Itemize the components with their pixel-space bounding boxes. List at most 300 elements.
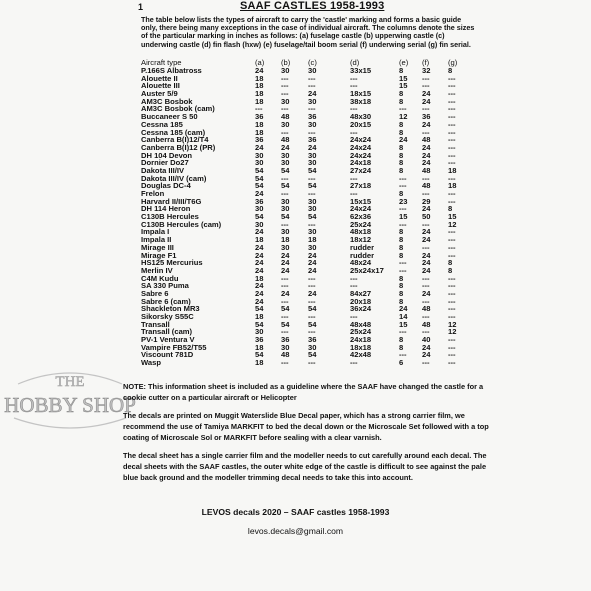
- table-row: [141, 282, 468, 290]
- size-cell: 54: [255, 350, 264, 360]
- size-cell: 24: [399, 135, 408, 145]
- size-cell: 18: [255, 119, 264, 129]
- aircraft-name-cell: Shackleton MR3: [141, 304, 200, 314]
- size-cell: 24: [255, 189, 264, 199]
- column-header: (g): [448, 57, 458, 67]
- size-cell: ---: [281, 81, 289, 91]
- size-cell: ---: [399, 350, 407, 360]
- size-cell: ---: [399, 173, 407, 183]
- size-cell: 24x24: [350, 142, 372, 152]
- column-header: (a): [255, 57, 265, 67]
- table-row: [141, 198, 468, 206]
- aircraft-name-cell: PV-1 Ventura V: [141, 335, 195, 345]
- size-cell: ---: [350, 281, 358, 291]
- size-cell: 24: [422, 350, 431, 360]
- size-cell: 54: [255, 181, 264, 191]
- size-cell: ---: [448, 173, 456, 183]
- size-cell: 30: [308, 342, 317, 352]
- note-paragraph: The decals are printed on Muggit Waterslide Blue Decal paper, which has a strong carrier film, we recommend the use of Tamiya MARKFIT to bed the decal down or the Microscale Set followed with a top coating of Microscale Sol or MARKFIT before sealing with a clear varnish.: [123, 411, 489, 442]
- size-cell: 8: [448, 66, 453, 76]
- size-cell: 8: [399, 66, 404, 76]
- size-cell: ---: [448, 235, 456, 245]
- aircraft-name-cell: Cessna 185: [141, 119, 183, 129]
- aircraft-name-cell: C130B Hercules: [141, 212, 199, 222]
- size-cell: 8: [399, 89, 404, 99]
- size-cell: 30: [308, 227, 317, 237]
- size-cell: 30: [281, 342, 290, 352]
- size-cell: 8: [399, 335, 404, 345]
- size-cell: 48: [422, 165, 431, 175]
- size-cell: ---: [422, 173, 430, 183]
- size-cell: ---: [281, 219, 289, 229]
- size-cell: 30: [308, 119, 317, 129]
- size-cell: ---: [448, 242, 456, 252]
- size-cell: 18: [255, 73, 264, 83]
- size-cell: ---: [448, 96, 456, 106]
- aircraft-name-cell: Sabre 6: [141, 288, 169, 298]
- size-cell: ---: [422, 358, 430, 368]
- size-cell: 36: [281, 335, 290, 345]
- size-cell: ---: [399, 204, 407, 214]
- size-cell: ---: [281, 189, 289, 199]
- aircraft-name-cell: Merlin IV: [141, 265, 173, 275]
- size-cell: 8: [399, 96, 404, 106]
- size-cell: 18: [255, 358, 264, 368]
- size-cell: 18: [255, 235, 264, 245]
- table-row: [141, 267, 468, 275]
- table-row: [141, 244, 468, 252]
- size-cell: 8: [448, 204, 453, 214]
- size-cell: 15x15: [350, 196, 372, 206]
- size-cell: ---: [308, 189, 316, 199]
- size-cell: 38x18: [350, 96, 372, 106]
- size-cell: ---: [448, 135, 456, 145]
- size-cell: ---: [422, 81, 430, 91]
- size-cell: ---: [308, 173, 316, 183]
- size-cell: ---: [448, 89, 456, 99]
- table-row: [141, 259, 468, 267]
- size-cell: ---: [399, 265, 407, 275]
- size-cell: 30: [255, 327, 264, 337]
- size-cell: 8: [399, 142, 404, 152]
- aircraft-name-cell: Canberra B(I)12/T4: [141, 135, 209, 145]
- note-paragraph: NOTE: This information sheet is included as a guideline where the SAAF have changed the castle for a cookie cutter on a particular aircraft or Helicopter: [123, 382, 484, 402]
- size-cell: ---: [308, 127, 316, 137]
- size-cell: 24x18: [350, 158, 372, 168]
- size-cell: 18: [448, 181, 457, 191]
- size-cell: ---: [448, 350, 456, 360]
- size-cell: 24: [422, 150, 431, 160]
- size-cell: 54: [308, 304, 317, 314]
- size-cell: 48x24: [350, 258, 372, 268]
- size-cell: ---: [308, 273, 316, 283]
- size-cell: 30: [281, 119, 290, 129]
- size-cell: 24: [255, 227, 264, 237]
- size-cell: 30: [281, 196, 290, 206]
- size-cell: ---: [448, 196, 456, 206]
- size-cell: ---: [350, 273, 358, 283]
- size-cell: ---: [448, 158, 456, 168]
- table-body: [141, 67, 468, 367]
- table-row: [141, 113, 468, 121]
- aircraft-name-cell: Impala I: [141, 227, 170, 237]
- size-cell: 48: [281, 350, 290, 360]
- size-cell: 24: [308, 265, 317, 275]
- size-cell: 24: [255, 288, 264, 298]
- size-cell: ---: [422, 312, 430, 322]
- table-row: [141, 82, 468, 90]
- aircraft-name-cell: C4M Kudu: [141, 273, 179, 283]
- column-header: (d): [350, 57, 360, 67]
- size-cell: 30: [255, 150, 264, 160]
- aircraft-name-cell: Dakota III/IV (cam): [141, 173, 207, 183]
- aircraft-name-cell: Cessna 185 (cam): [141, 127, 206, 137]
- size-cell: 24: [422, 158, 431, 168]
- aircraft-name-cell: Alouette III: [141, 81, 180, 91]
- size-cell: ---: [308, 219, 316, 229]
- table-row: [141, 351, 468, 359]
- aircraft-name-cell: P.166S Albatross: [141, 66, 202, 76]
- size-cell: 24: [281, 142, 290, 152]
- size-cell: ---: [448, 81, 456, 91]
- size-cell: ---: [308, 81, 316, 91]
- size-cell: 15: [399, 212, 408, 222]
- size-cell: 36: [308, 112, 317, 122]
- aircraft-name-cell: Canberra B(I)12 (PR): [141, 142, 216, 152]
- size-cell: 8: [399, 189, 404, 199]
- size-cell: 8: [399, 281, 404, 291]
- table-row: [141, 313, 468, 321]
- size-cell: 50: [422, 212, 431, 222]
- size-cell: ---: [281, 312, 289, 322]
- size-cell: 24: [308, 250, 317, 260]
- size-cell: 48: [281, 135, 290, 145]
- size-cell: 54: [281, 319, 290, 329]
- aircraft-name-cell: AM3C Bosbok (cam): [141, 104, 215, 114]
- size-cell: 54: [308, 212, 317, 222]
- size-cell: 54: [255, 165, 264, 175]
- column-header-aircraft-type: Aircraft type: [141, 57, 182, 67]
- size-cell: 48: [422, 135, 431, 145]
- size-cell: ---: [281, 358, 289, 368]
- size-cell: ---: [308, 281, 316, 291]
- size-cell: 24: [422, 235, 431, 245]
- page-number: 1: [138, 2, 144, 12]
- size-cell: 30: [281, 158, 290, 168]
- size-cell: ---: [350, 173, 358, 183]
- size-cell: ---: [448, 358, 456, 368]
- size-cell: 54: [255, 319, 264, 329]
- table-row: [141, 359, 468, 367]
- size-cell: 15: [448, 212, 457, 222]
- size-cell: 18: [255, 127, 264, 137]
- note-paragraph: The decal sheet has a single carrier film and the modeller needs to cut carefully around each decal. The decal sheets with the SAAF castles, the outer white edge of the castle is difficult to see against the pale blue back ground and the modeller trimming decal needs to take this into account.: [123, 451, 487, 482]
- size-cell: 24: [422, 142, 431, 152]
- size-cell: 36: [255, 112, 264, 122]
- size-cell: 8: [399, 158, 404, 168]
- size-cell: 24: [281, 288, 290, 298]
- size-cell: ---: [448, 104, 456, 114]
- size-cell: 48: [422, 319, 431, 329]
- size-cell: 8: [448, 265, 453, 275]
- size-cell: 24: [255, 66, 264, 76]
- size-cell: ---: [308, 104, 316, 114]
- size-cell: 30: [255, 219, 264, 229]
- size-cell: 12: [448, 219, 457, 229]
- size-cell: 24: [308, 89, 317, 99]
- size-cell: 18: [255, 342, 264, 352]
- size-cell: 18x18: [350, 342, 372, 352]
- size-cell: 23: [399, 196, 408, 206]
- table-row: [141, 152, 468, 160]
- size-cell: ---: [422, 296, 430, 306]
- size-cell: ---: [399, 327, 407, 337]
- size-cell: ---: [350, 104, 358, 114]
- size-cell: 24: [422, 265, 431, 275]
- size-cell: 24: [308, 288, 317, 298]
- size-cell: 32: [422, 66, 431, 76]
- intro-paragraph: The table below lists the types of aircraft to carry the 'castle' marking and forms a basic guide only, there being many exceptions in the case of individual aircraft. The columns denote the sizes of the particular marking in inches as follows: (a) fuselage castle (b) upperwing castle (c) underwing castle (d) fin flash (hxw) (e) fuselage/tail boom serial (f) underwing serial (g) fin serial.: [141, 15, 475, 49]
- size-cell: 54: [281, 212, 290, 222]
- column-header: (e): [399, 57, 409, 67]
- size-cell: ---: [399, 181, 407, 191]
- size-cell: ---: [281, 73, 289, 83]
- size-cell: ---: [448, 273, 456, 283]
- size-cell: 24: [422, 119, 431, 129]
- size-cell: ---: [281, 173, 289, 183]
- size-cell: 25x24: [350, 327, 372, 337]
- size-cell: 8: [448, 258, 453, 268]
- size-cell: 8: [399, 273, 404, 283]
- size-cell: 27x24: [350, 165, 372, 175]
- size-cell: 24x24: [350, 135, 372, 145]
- size-cell: 18: [308, 235, 317, 245]
- table-row: [141, 228, 468, 236]
- size-cell: ---: [448, 335, 456, 345]
- footer-credit: LEVOS decals 2020 – SAAF castles 1958-1993: [201, 507, 390, 517]
- aircraft-name-cell: SA 330 Puma: [141, 281, 189, 291]
- size-cell: 36: [255, 196, 264, 206]
- size-cell: 8: [399, 150, 404, 160]
- size-cell: 48x18: [350, 227, 372, 237]
- size-cell: ---: [448, 142, 456, 152]
- size-cell: 48: [281, 112, 290, 122]
- aircraft-name-cell: Wasp: [141, 358, 161, 368]
- size-cell: 54: [281, 304, 290, 314]
- table-row: [141, 236, 468, 244]
- size-cell: rudder: [350, 242, 375, 252]
- size-cell: ---: [448, 127, 456, 137]
- size-cell: 30: [281, 227, 290, 237]
- size-cell: 8: [399, 288, 404, 298]
- size-cell: 24: [255, 265, 264, 275]
- size-cell: ---: [448, 281, 456, 291]
- size-cell: 30: [308, 204, 317, 214]
- size-cell: 15: [399, 73, 408, 83]
- hobby-shop-watermark-logo: [0, 362, 140, 442]
- size-cell: 20x15: [350, 119, 372, 129]
- aircraft-name-cell: Harvard II/III/T6G: [141, 196, 202, 206]
- size-cell: 36: [308, 135, 317, 145]
- size-cell: ---: [399, 219, 407, 229]
- castle-size-table-container: [141, 58, 481, 367]
- size-cell: 24: [255, 242, 264, 252]
- size-cell: ---: [448, 112, 456, 122]
- footer-email: levos.decals@gmail.com: [247, 526, 344, 536]
- size-cell: 8: [399, 227, 404, 237]
- size-cell: ---: [448, 312, 456, 322]
- castle-size-table: [141, 58, 468, 367]
- size-cell: 24: [281, 258, 290, 268]
- size-cell: ---: [448, 250, 456, 260]
- size-cell: 24x24: [350, 204, 372, 214]
- aircraft-name-cell: C130B Hercules (cam): [141, 219, 222, 229]
- size-cell: 30: [281, 242, 290, 252]
- size-cell: ---: [448, 227, 456, 237]
- size-cell: ---: [422, 189, 430, 199]
- size-cell: 84x27: [350, 288, 372, 298]
- size-cell: 30: [308, 158, 317, 168]
- size-cell: 24: [422, 258, 431, 268]
- size-cell: 18x15: [350, 89, 372, 99]
- size-cell: 30: [255, 158, 264, 168]
- size-cell: 54: [308, 181, 317, 191]
- size-cell: 36: [308, 335, 317, 345]
- size-cell: ---: [281, 89, 289, 99]
- size-cell: ---: [422, 104, 430, 114]
- size-cell: 54: [281, 181, 290, 191]
- size-cell: ---: [350, 73, 358, 83]
- size-cell: 24: [281, 250, 290, 260]
- aircraft-name-cell: Sabre 6 (cam): [141, 296, 191, 306]
- table-row: [141, 221, 468, 229]
- size-cell: ---: [448, 150, 456, 160]
- size-cell: 18: [255, 312, 264, 322]
- size-cell: 33x15: [350, 66, 372, 76]
- size-cell: 24: [422, 250, 431, 260]
- table-row: [141, 75, 468, 83]
- size-cell: ---: [350, 312, 358, 322]
- size-cell: ---: [308, 73, 316, 83]
- size-cell: 24x18: [350, 335, 372, 345]
- size-cell: 42x48: [350, 350, 372, 360]
- size-cell: 8: [399, 342, 404, 352]
- table-row: [141, 67, 468, 75]
- size-cell: ---: [422, 219, 430, 229]
- size-cell: 8: [399, 296, 404, 306]
- size-cell: 24: [422, 204, 431, 214]
- size-cell: 30: [308, 66, 317, 76]
- size-cell: 18: [255, 89, 264, 99]
- size-cell: 24: [308, 142, 317, 152]
- size-cell: 8: [399, 235, 404, 245]
- size-cell: 36: [255, 335, 264, 345]
- aircraft-name-cell: Douglas DC-4: [141, 181, 191, 191]
- size-cell: 24: [255, 296, 264, 306]
- size-cell: ---: [448, 288, 456, 298]
- size-cell: 54: [255, 212, 264, 222]
- size-cell: ---: [422, 242, 430, 252]
- watermark-text-the: THE: [55, 374, 85, 390]
- size-cell: 18: [255, 96, 264, 106]
- size-cell: 24: [422, 288, 431, 298]
- size-cell: 24: [255, 281, 264, 291]
- size-cell: 48: [422, 181, 431, 191]
- size-cell: 30: [308, 196, 317, 206]
- size-cell: ---: [448, 304, 456, 314]
- size-cell: 18: [448, 165, 457, 175]
- size-cell: 12: [448, 319, 457, 329]
- size-cell: 24: [422, 96, 431, 106]
- table-row: [141, 159, 468, 167]
- size-cell: ---: [422, 127, 430, 137]
- size-cell: 36x24: [350, 304, 372, 314]
- size-cell: 30: [281, 66, 290, 76]
- size-cell: 24: [422, 342, 431, 352]
- size-cell: 8: [399, 165, 404, 175]
- watermark-text-hobby-shop: HOBBY SHOP: [4, 393, 136, 417]
- aircraft-name-cell: Transall (cam): [141, 327, 193, 337]
- size-cell: 24: [399, 304, 408, 314]
- aircraft-name-cell: Vampire FB52/T55: [141, 342, 207, 352]
- size-cell: rudder: [350, 250, 375, 260]
- size-cell: 54: [308, 350, 317, 360]
- size-cell: 24: [281, 265, 290, 275]
- size-cell: 18: [255, 81, 264, 91]
- size-cell: ---: [350, 189, 358, 199]
- size-cell: 54: [281, 165, 290, 175]
- aircraft-name-cell: Impala II: [141, 235, 172, 245]
- aircraft-name-cell: Alouette II: [141, 73, 178, 83]
- aircraft-name-cell: DH 114 Heron: [141, 204, 191, 214]
- size-cell: 25x24x17: [350, 265, 384, 275]
- size-cell: ---: [422, 73, 430, 83]
- aircraft-name-cell: AM3C Bosbok: [141, 96, 193, 106]
- aircraft-name-cell: HS125 Mercurius: [141, 258, 203, 268]
- size-cell: ---: [281, 281, 289, 291]
- size-cell: ---: [350, 127, 358, 137]
- size-cell: ---: [399, 104, 407, 114]
- size-cell: ---: [350, 358, 358, 368]
- size-cell: 14: [399, 312, 408, 322]
- size-cell: 48x48: [350, 319, 372, 329]
- size-cell: 24: [255, 142, 264, 152]
- size-cell: 54: [255, 173, 264, 183]
- size-cell: 20x18: [350, 296, 372, 306]
- size-cell: ---: [308, 358, 316, 368]
- size-cell: ---: [281, 127, 289, 137]
- size-cell: 15: [399, 319, 408, 329]
- size-cell: ---: [281, 327, 289, 337]
- size-cell: ---: [281, 296, 289, 306]
- size-cell: 48: [422, 304, 431, 314]
- size-cell: 24x24: [350, 150, 372, 160]
- aircraft-name-cell: Buccaneer S 50: [141, 112, 198, 122]
- aircraft-name-cell: Transall: [141, 319, 170, 329]
- size-cell: ---: [448, 119, 456, 129]
- size-cell: 8: [399, 250, 404, 260]
- size-cell: 36: [255, 135, 264, 145]
- aircraft-name-cell: Dornier Do27: [141, 158, 189, 168]
- size-cell: ---: [308, 296, 316, 306]
- size-cell: 24: [308, 258, 317, 268]
- column-header: (b): [281, 57, 291, 67]
- size-cell: 27x18: [350, 181, 372, 191]
- aircraft-name-cell: Mirage III: [141, 242, 174, 252]
- size-cell: ---: [255, 104, 263, 114]
- aircraft-name-cell: DH 104 Devon: [141, 150, 193, 160]
- table-row: [141, 275, 468, 283]
